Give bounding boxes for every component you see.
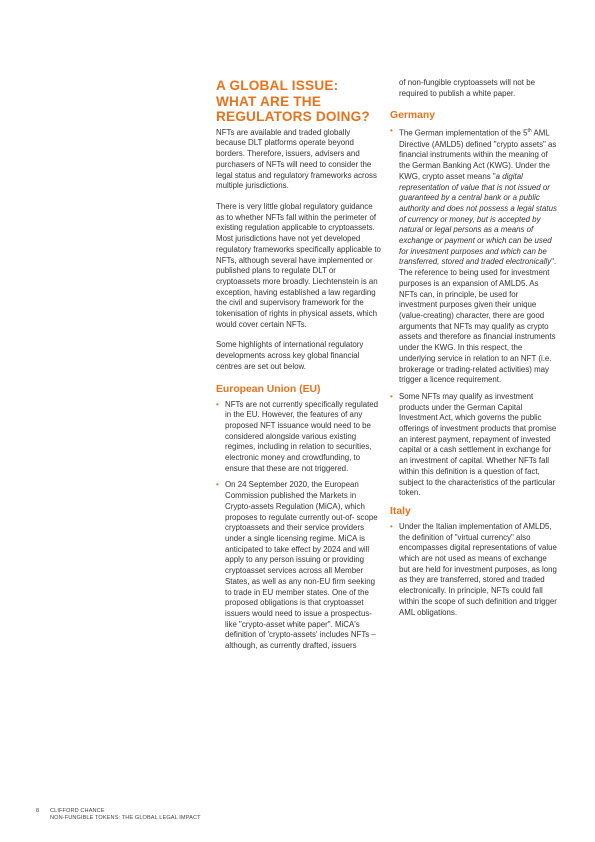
kwg-definition-quote: a digital representation of value that is not issued or guaranteed by a central bank or a public authority and does not possess a legal status of currency or money, but is accepted by natural or legal persons as a means of exchange or payment or which can be used for investment purposes and which can be transferred, stored and traded electronically bbox=[399, 171, 557, 267]
bullet-dot-icon: • bbox=[390, 126, 393, 136]
page-title bbox=[216, 78, 381, 125]
eu-continuation: of non-fungible cryptoassets will not be required to publish a white paper. bbox=[399, 78, 535, 98]
germany-bullet-1-text-a: The German implementation of the 5 bbox=[399, 129, 528, 139]
title-line-2: WHAT ARE THE bbox=[216, 93, 322, 109]
title-line-1: A GLOBAL ISSUE: bbox=[216, 78, 339, 93]
footer-firm-name: CLIFFORD CHANCE bbox=[50, 808, 105, 814]
superscript: th bbox=[527, 128, 532, 135]
bullet-dot-icon: • bbox=[216, 399, 219, 409]
footer-publication-title: NON-FUNGIBLE TOKENS: THE GLOBAL LEGAL IMPACT bbox=[50, 815, 201, 821]
left-column bbox=[216, 78, 381, 658]
germany-bullet-2-text: Some NFTs may qualify as investment products under the German Capital Investment Act, which governs the public offerings of investment products that promise an interest payment, repayment of invested capital or a cash settlement in exchange for an investment of capital. Whether NFTs fall within this definition is a question of fact, subject to the characteristics of the particular token. bbox=[399, 391, 557, 498]
page-number: 8 bbox=[36, 808, 40, 814]
italy-heading: Italy bbox=[390, 505, 411, 517]
intro-paragraph-3: Most jurisdictions have not yet developed regulatory frameworks specifically applicable to NFTs, although several have implemented or published plans to regulate DLT or cryptoassets more broadly. Liechtenstein is an exception, having established a law regarding the civil and supervisory framework for the tokenisation of rights in physical assets, which would cover certain NFTs. bbox=[216, 234, 381, 329]
right-column bbox=[390, 78, 558, 624]
title-line-3: REGULATORS DOING? bbox=[216, 109, 370, 125]
bullet-dot-icon: • bbox=[216, 480, 219, 490]
italy-bullet-1 bbox=[390, 522, 558, 618]
bullet-dot-icon: • bbox=[390, 521, 393, 531]
eu-bullet-1 bbox=[216, 400, 381, 475]
eu-bullet-2-text: On 24 September 2020, the European Commission published the Markets in Crypto-assets Regulation (MiCA), which proposes to regulate currently out-of- scope cryptoassets and their service providers under a single licensing regime. MiCA is anticipated to take effect by 2024 and will apply to any person issuing or providing cryptoasset services across all Member States, as well as any non-EU firm seeking to trade in EU member states. One of the proposed obligations is that cryptoasset issuers would need to issue a prospectus-like "crypto-asset white paper". MiCA's definition of 'crypto-assets' includes NFTs – although, as currently drafted, issuers bbox=[225, 480, 378, 651]
germany-heading: Germany bbox=[390, 110, 436, 122]
germany-bullet-2 bbox=[390, 392, 558, 499]
italy-bullet-1-text: Under the Italian implementation of AMLD5, the definition of "virtual currency" also encompasses digital representations of value which are not used as means of exchange but are held for investment purposes, as long as they are transferred, stored and traded electronically. In principle, NFTs could fall within the scope of such definition and trigger AML obligations. bbox=[399, 521, 557, 617]
germany-bullet-list bbox=[390, 126, 558, 499]
germany-bullet-1-text-b: AML Directive (AMLD5) defined "crypto assets" as financial instruments within the meaning of the German Banking Act (KWG). Under the KWG, crypto asset means " bbox=[399, 129, 557, 181]
bullet-dot-icon: • bbox=[390, 391, 393, 401]
germany-bullet-1-text-c: ". The reference to being used for investment purposes is an expansion of AMLD5. As NFTs can, in principle, be used for investment purposes given their unique (value-creating) character, there are good arguments that NFTs may qualify as crypto assets and therefore as financial instruments under the KWG. In this respect, the underlying service in relation to an NFT (i.e. brokerage or trading-related activities) may trigger a licence requirement. bbox=[399, 257, 557, 385]
intro-paragraph-2: There is very little global regulatory guidance as to whether NFTs fall within the perimeter of existing regulation applicable to cryptoassets. bbox=[216, 202, 377, 233]
intro-paragraph-4: Some highlights of international regulatory developments across key global financial centres are set out below. bbox=[216, 340, 364, 371]
intro-paragraph-1: NFTs are available and traded globally because DLT platforms operate beyond borders. Therefore, issuers, advisers and purchasers of NFTs will need to consider the legal status and regulatory frameworks across multiple jurisdictions. bbox=[216, 127, 377, 191]
germany-bullet-1 bbox=[390, 126, 558, 386]
italy-bullet-list bbox=[390, 522, 558, 618]
eu-bullet-1-text: NFTs are not currently specifically regulated in the EU. However, the features of any proposed NFT issuance would need to be considered alongside various existing regimes, including in relation to securities, electronic money and crowdfunding, to ensure that these are not triggered. bbox=[225, 399, 379, 473]
eu-heading: European Union (EU) bbox=[216, 383, 321, 395]
eu-bullet-list bbox=[216, 400, 381, 652]
eu-bullet-2 bbox=[216, 480, 381, 651]
